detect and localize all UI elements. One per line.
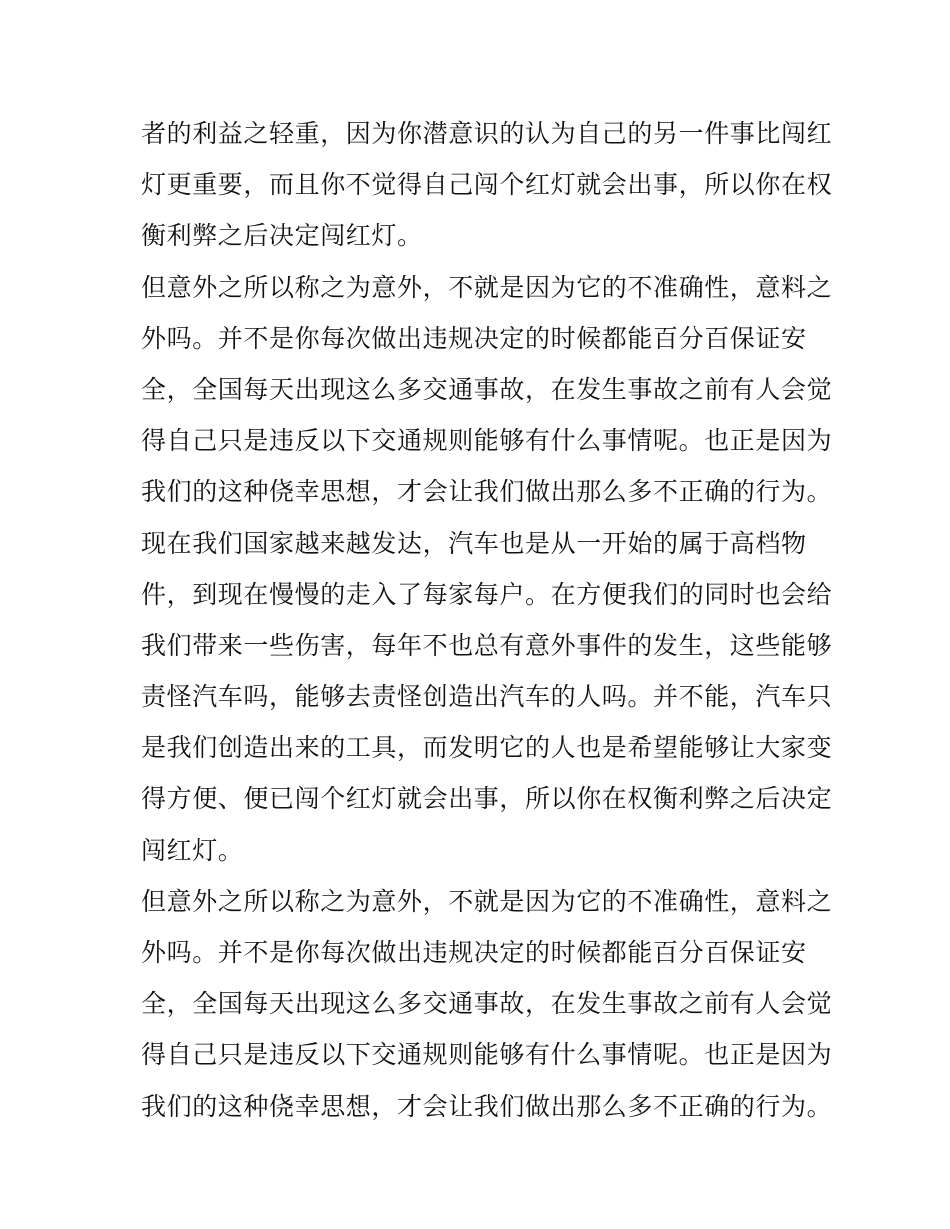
text-line: 我们的这种侥幸思想，才会让我们做出那么多不正确的行为。 <box>141 477 833 507</box>
text-line: 得自己只是违反以下交通规则能够有什么事情呢。也正是因为 <box>141 1040 833 1070</box>
text-line: 外吗。并不是你每次做出违规决定的时候都能百分百保证安 <box>141 323 807 353</box>
text-line: 我们的这种侥幸思想，才会让我们做出那么多不正确的行为。 <box>141 1091 833 1121</box>
text-line: 得自己只是违反以下交通规则能够有什么事情呢。也正是因为 <box>141 426 833 456</box>
text-line: 全，全国每天出现这么多交通事故，在发生事故之前有人会觉 <box>141 374 833 404</box>
text-line: 现在我们国家越来越发达，汽车也是从一开始的属于高档物 <box>141 528 807 558</box>
text-line: 责怪汽车吗，能够去责怪创造出汽车的人吗。并不能，汽车只 <box>141 682 833 712</box>
text-line: 外吗。并不是你每次做出违规决定的时候都能百分百保证安 <box>141 938 807 967</box>
text-line: 但意外之所以称之为意外，不就是因为它的不准确性，意料之 <box>141 886 833 916</box>
text-line: 件，到现在慢慢的走入了每家每户。在方便我们的同时也会给 <box>141 579 833 609</box>
document-body <box>141 108 833 1132</box>
text-line: 是我们创造出来的工具，而发明它的人也是希望能够让大家变 <box>141 733 833 763</box>
text-line: 者的利益之轻重，因为你潜意识的认为自己的另一件事比闯红 <box>141 119 833 148</box>
text-line: 但意外之所以称之为意外，不就是因为它的不准确性，意料之 <box>141 272 833 302</box>
text-line: 我们带来一些伤害，每年不也总有意外事件的发生，这些能够 <box>141 630 833 660</box>
text-line: 衡利弊之后决定闯红灯。 <box>141 221 423 251</box>
text-line: 得方便、便已闯个红灯就会出事，所以你在权衡利弊之后决定 <box>141 784 833 814</box>
text-line: 灯更重要，而且你不觉得自己闯个红灯就会出事，所以你在权 <box>141 170 833 200</box>
text-line: 闯红灯。 <box>141 835 244 865</box>
text-line: 全，全国每天出现这么多交通事故，在发生事故之前有人会觉 <box>141 989 833 1019</box>
